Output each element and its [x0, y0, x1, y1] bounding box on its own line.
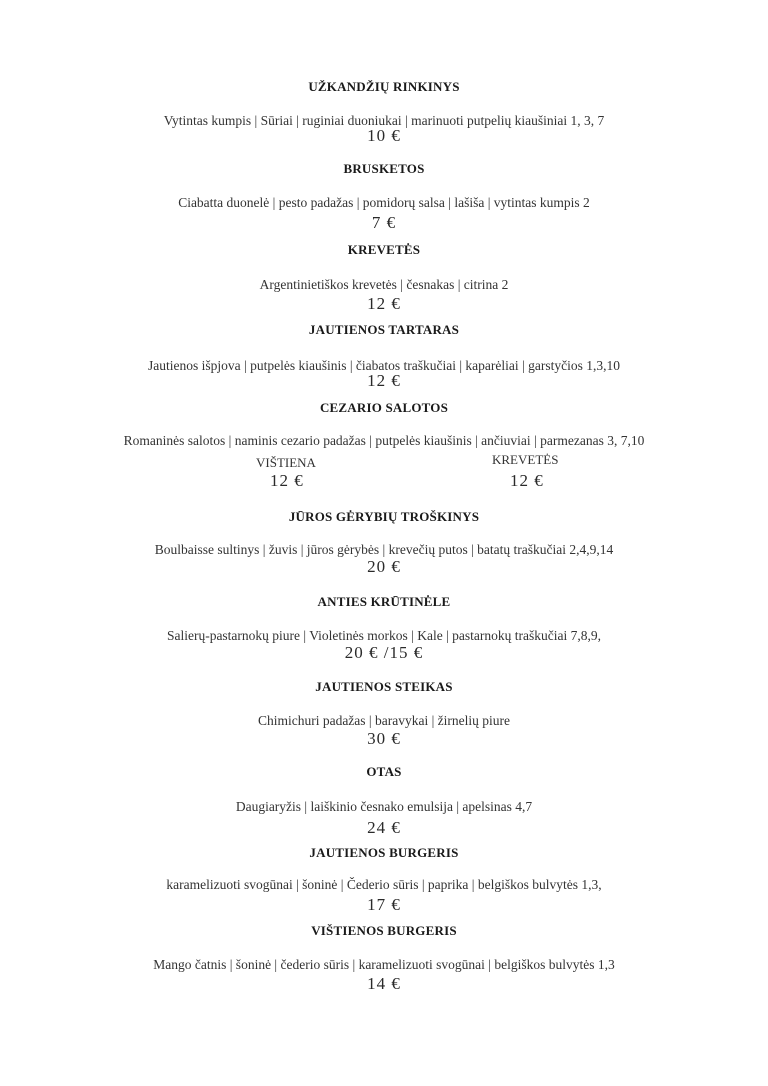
menu-item-price: 24 € [367, 818, 401, 837]
menu-item-description: Vytintas kumpis | Sūriai | ruginiai duoniukai | marinuoti putpelių kiaušiniai 1, 3, 7 [163, 113, 605, 128]
menu-item-description: Argentinietiškos krevetės | česnakas | citrina 2 [259, 277, 509, 292]
menu-item-description: Boulbaisse sultinys | žuvis | jūros gėrybės | krevečių putos | batatų traškučiai 2,4,9,14 [154, 542, 614, 557]
menu-item-price: 20 € /15 € [344, 643, 424, 662]
menu-item-description: Chimichuri padažas | baravykai | žirnelių piure [257, 713, 511, 728]
option-price-chicken: 12 € [270, 471, 304, 490]
menu-item-description: Ciabatta duonelė | pesto padažas | pomidorų salsa | lašiša | vytintas kumpis 2 [178, 195, 590, 210]
menu-item-title: JŪROS GĖRYBIŲ TROŠKINYS [288, 509, 480, 524]
menu-item-title: BRUSKETOS [343, 161, 425, 176]
menu-item-price: 7 € [371, 213, 397, 232]
menu-item-price: 12 € [367, 294, 401, 313]
menu-item-price: 30 € [367, 729, 401, 748]
menu-item-price: 20 € [367, 557, 401, 576]
menu-item-description: karamelizuoti svogūnai | šoninė | Čederio sūris | paprika | belgiškos bulvytės 1,3, [166, 877, 602, 892]
option-price-shrimp: 12 € [510, 471, 544, 490]
menu-item-price: 10 € [367, 126, 401, 145]
option-label-shrimp: KREVETĖS [492, 452, 559, 467]
menu-item-price: 14 € [367, 974, 401, 993]
menu-item-title: JAUTIENOS TARTARAS [308, 322, 460, 337]
menu-item-price: 12 € [367, 371, 401, 390]
menu-item-title: OTAS [366, 764, 402, 779]
menu-item-title: CEZARIO SALOTOS [319, 400, 449, 415]
menu-item-description: Daugiaryžis | laiškinio česnako emulsija | apelsinas 4,7 [235, 799, 533, 814]
menu-item-description: Salierų-pastarnokų piure | Violetinės morkos | Kale | pastarnokų traškučiai 7,8,9, [166, 628, 602, 643]
menu-item-description: Jautienos išpjova | putpelės kiaušinis | čiabatos traškučiai | kaparėliai | garstyčios 1,3,10 [148, 358, 620, 373]
menu-item-title: JAUTIENOS STEIKAS [315, 679, 453, 694]
menu-item-description: Romaninės salotos | naminis cezario padažas | putpelės kiaušinis | ančiuviai | parmezanas 3, 7,10 [123, 433, 645, 448]
menu-item-description: Mango čatnis | šoninė | čederio sūris | karamelizuoti svogūnai | belgiškos bulvytės 1,3 [153, 957, 615, 972]
menu-item-title: JAUTIENOS BURGERIS [309, 845, 459, 860]
menu-item-title: ANTIES KRŪTINĖLE [317, 594, 451, 609]
menu-item-title: KREVETĖS [347, 242, 421, 257]
menu-item-price: 17 € [367, 895, 401, 914]
menu-item-title: VIŠTIENOS BURGERIS [311, 923, 457, 938]
menu-item-title: UŽKANDŽIŲ RINKINYS [308, 79, 460, 94]
option-label-chicken: VIŠTIENA [256, 455, 316, 470]
